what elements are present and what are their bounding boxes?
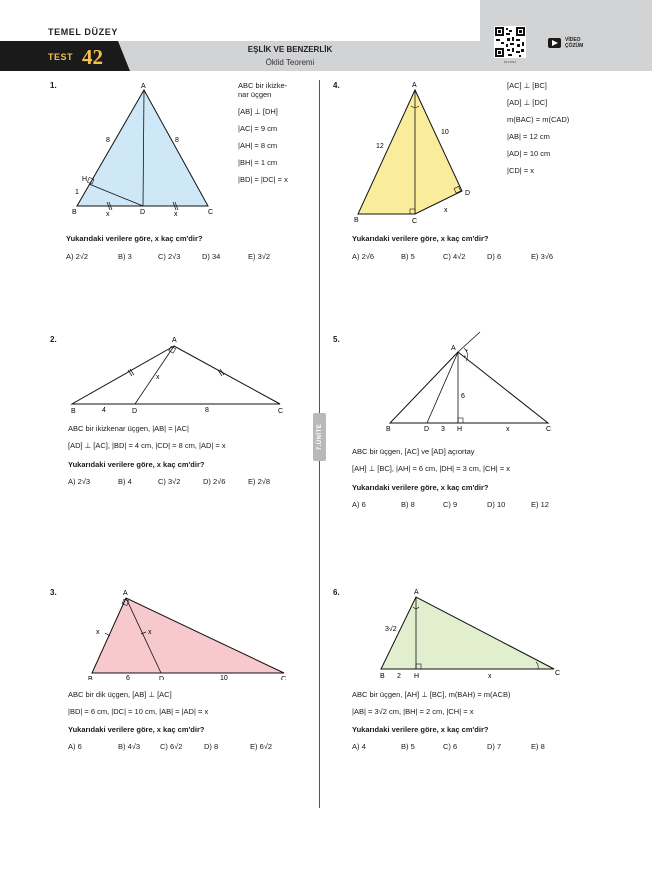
q3-label-d: D bbox=[159, 676, 165, 680]
q6-label-bh: 2 bbox=[397, 673, 401, 680]
q6-option-b[interactable]: B) 5 bbox=[401, 742, 415, 751]
q1-option-b[interactable]: B) 3 bbox=[118, 252, 132, 261]
q3-option-a[interactable]: A) 6 bbox=[68, 742, 82, 751]
q5-label-ah: 6 bbox=[461, 393, 465, 400]
q1-option-e[interactable]: E) 3√2 bbox=[248, 252, 271, 261]
q1-label-c: C bbox=[208, 209, 214, 216]
q1-label-a: A bbox=[141, 83, 146, 90]
q4-label-x: x bbox=[444, 207, 448, 214]
q2-option-d[interactable]: D) 2√6 bbox=[203, 477, 226, 486]
question-3-givens: ABC bir dik üçgen, [AB] ⊥ [AC] |BD| = 6 cm, |DC| = 10 cm, |AB| = |AD| = x bbox=[68, 690, 209, 716]
topic-subtitle: Öklid Teoremi bbox=[265, 58, 315, 67]
q1-label-x1: x bbox=[106, 211, 110, 218]
q4-option-d[interactable]: D) 6 bbox=[487, 252, 502, 261]
q6-label-ab: 3√2 bbox=[385, 626, 397, 633]
q5-label-d: D bbox=[424, 426, 430, 433]
question-6-prompt: Yukarıdaki verilere göre, x kaç cm'dir? bbox=[352, 725, 489, 734]
svg-text:•: • bbox=[466, 348, 468, 354]
question-4-givens: [AC] ⊥ [BC] [AD] ⊥ [DC] m(BAC) = m(CAD) |AB| = 12 cm |AD| = 10 cm |CD| = x bbox=[507, 81, 570, 175]
q1-label-d: D bbox=[140, 209, 146, 216]
q2-option-a[interactable]: A) 2√3 bbox=[68, 477, 91, 486]
question-5-figure bbox=[380, 328, 560, 434]
q4-label-c: C bbox=[412, 218, 418, 225]
q3-option-e[interactable]: E) 6√2 bbox=[250, 742, 273, 751]
question-2-prompt: Yukarıdaki verilere göre, x kaç cm'dir? bbox=[68, 460, 205, 469]
q1-option-c[interactable]: C) 2√3 bbox=[158, 252, 181, 261]
q6-option-c[interactable]: C) 6 bbox=[443, 742, 458, 751]
q3-option-c[interactable]: C) 6√2 bbox=[160, 742, 183, 751]
q1-label-h: H bbox=[82, 176, 88, 183]
svg-text:•: • bbox=[464, 354, 466, 360]
question-2-figure bbox=[62, 334, 294, 416]
q5-option-e[interactable]: E) 12 bbox=[531, 500, 549, 509]
q2-label-a: A bbox=[172, 337, 177, 344]
video-play-icon[interactable] bbox=[548, 38, 561, 48]
q5-option-c[interactable]: C) 9 bbox=[443, 500, 458, 509]
question-1-givens: ABC bir ikizke- nar üçgen [AB] ⊥ [DH] |AC| = 9 cm |AH| = 8 cm |BH| = 1 cm |BD| = |DC| = x bbox=[238, 81, 288, 184]
question-4-prompt: Yukarıdaki verilere göre, x kaç cm'dir? bbox=[352, 234, 489, 243]
q3-label-x2: x bbox=[148, 629, 152, 636]
q5-label-a: A bbox=[451, 345, 456, 352]
question-5-givens: ABC bir üçgen, [AC] ve [AD] açıortay [AH] ⊥ [BC], |AH| = 6 cm, |DH| = 3 cm, |CH| = x bbox=[352, 447, 511, 473]
video-solution-label[interactable]: VİDEO ÇÖZÜM bbox=[565, 37, 584, 49]
q6-label-b: B bbox=[380, 673, 385, 680]
q3-triangle bbox=[92, 598, 284, 673]
q1-triangle bbox=[77, 90, 208, 206]
q6-option-d[interactable]: D) 7 bbox=[487, 742, 502, 751]
q2-option-e[interactable]: E) 2√8 bbox=[248, 477, 271, 486]
q4-option-a[interactable]: A) 2√6 bbox=[352, 252, 375, 261]
q3-label-bd: 6 bbox=[126, 675, 130, 680]
q6-triangle bbox=[381, 597, 554, 669]
q5-label-b: B bbox=[386, 426, 391, 433]
question-6-givens: ABC bir üçgen, [AH] ⊥ [BC], m(BAH) = m(ACB) |AB| = 3√2 cm, |BH| = 2 cm, |CH| = x bbox=[352, 690, 511, 716]
question-6-figure bbox=[376, 585, 562, 681]
q6-label-c: C bbox=[555, 670, 561, 677]
q4-label-d: D bbox=[465, 190, 471, 197]
question-4-figure bbox=[348, 78, 488, 226]
question-3-figure bbox=[80, 586, 294, 680]
q4-option-e[interactable]: E) 3√6 bbox=[531, 252, 554, 261]
unit-side-tab: 7.ÜNİTE bbox=[313, 413, 326, 461]
q5-label-h: H bbox=[457, 426, 463, 433]
q4-option-b[interactable]: B) 5 bbox=[401, 252, 415, 261]
question-2-number: 2. bbox=[50, 335, 57, 344]
q3-label-dc: 10 bbox=[220, 675, 228, 680]
q4-option-c[interactable]: C) 4√2 bbox=[443, 252, 466, 261]
q4-label-ad: 10 bbox=[441, 129, 449, 136]
q2-option-c[interactable]: C) 3√2 bbox=[158, 477, 181, 486]
q1-label-b: B bbox=[72, 209, 77, 216]
topic-title: EŞLİK VE BENZERLİK bbox=[247, 45, 333, 54]
q2-label-x: x bbox=[156, 374, 160, 381]
question-1-figure bbox=[62, 80, 232, 220]
q1-option-d[interactable]: D) 34 bbox=[202, 252, 221, 261]
q1-label-bh: 1 bbox=[75, 189, 79, 196]
question-5-prompt: Yukarıdaki verilere göre, x kaç cm'dir? bbox=[352, 483, 489, 492]
q4-label-ab: 12 bbox=[376, 143, 384, 150]
level-label: TEMEL DÜZEY bbox=[48, 27, 118, 37]
q3-label-b: B bbox=[88, 676, 93, 680]
q1-option-a[interactable]: A) 2√2 bbox=[66, 252, 89, 261]
q2-triangle bbox=[72, 346, 280, 404]
test-word: TEST bbox=[48, 52, 74, 62]
q6-option-e[interactable]: E) 8 bbox=[531, 742, 545, 751]
qr-code-label: 123 4567 bbox=[503, 60, 517, 64]
q5-bisector-ad bbox=[427, 352, 458, 423]
question-6-number: 6. bbox=[333, 588, 340, 597]
q1-label-ah: 8 bbox=[106, 137, 110, 144]
question-2-givens: ABC bir ikizkenar üçgen, |AB| = |AC| [AD] ⊥ [AC], |BD| = 4 cm, |CD| = 8 cm, |AD| = x bbox=[68, 424, 226, 450]
q5-ext-line bbox=[458, 332, 480, 352]
q6-label-x: x bbox=[488, 673, 492, 680]
q4-kite bbox=[358, 90, 462, 214]
question-3-prompt: Yukarıdaki verilere göre, x kaç cm'dir? bbox=[68, 725, 205, 734]
q2-label-b: B bbox=[71, 408, 76, 415]
q6-label-a: A bbox=[414, 589, 419, 596]
q5-option-d[interactable]: D) 10 bbox=[487, 500, 506, 509]
q5-triangle bbox=[390, 352, 548, 423]
q4-label-b: B bbox=[354, 217, 359, 224]
q2-label-dc: 8 bbox=[205, 407, 209, 414]
q3-label-c: C bbox=[281, 676, 287, 680]
q3-option-d[interactable]: D) 8 bbox=[204, 742, 219, 751]
q4-label-a: A bbox=[412, 82, 417, 89]
question-1-number: 1. bbox=[50, 81, 57, 90]
q5-label-x: x bbox=[506, 426, 510, 433]
q2-label-c: C bbox=[278, 408, 284, 415]
question-4-number: 4. bbox=[333, 81, 340, 90]
q5-option-a[interactable]: A) 6 bbox=[352, 500, 366, 509]
q2-option-b[interactable]: B) 4 bbox=[118, 477, 132, 486]
q2-segment-ad bbox=[135, 346, 174, 404]
test-number: 42 bbox=[82, 45, 103, 69]
question-5-number: 5. bbox=[333, 335, 340, 344]
q2-label-bd: 4 bbox=[102, 407, 106, 414]
q1-label-x2: x bbox=[174, 211, 178, 218]
q3-option-b[interactable]: B) 4√3 bbox=[118, 742, 141, 751]
q3-label-a: A bbox=[123, 590, 128, 597]
qr-code-icon[interactable] bbox=[494, 26, 526, 58]
q5-option-b[interactable]: B) 8 bbox=[401, 500, 415, 509]
q3-label-x1: x bbox=[96, 629, 100, 636]
question-3-number: 3. bbox=[50, 588, 57, 597]
q5-label-c: C bbox=[546, 426, 552, 433]
q5-label-dh: 3 bbox=[441, 426, 445, 433]
q2-label-d: D bbox=[132, 408, 138, 415]
q1-label-ac: 8 bbox=[175, 137, 179, 144]
q6-label-h: H bbox=[414, 673, 420, 680]
q6-option-a[interactable]: A) 4 bbox=[352, 742, 366, 751]
question-1-prompt: Yukarıdaki verilere göre, x kaç cm'dir? bbox=[66, 234, 203, 243]
